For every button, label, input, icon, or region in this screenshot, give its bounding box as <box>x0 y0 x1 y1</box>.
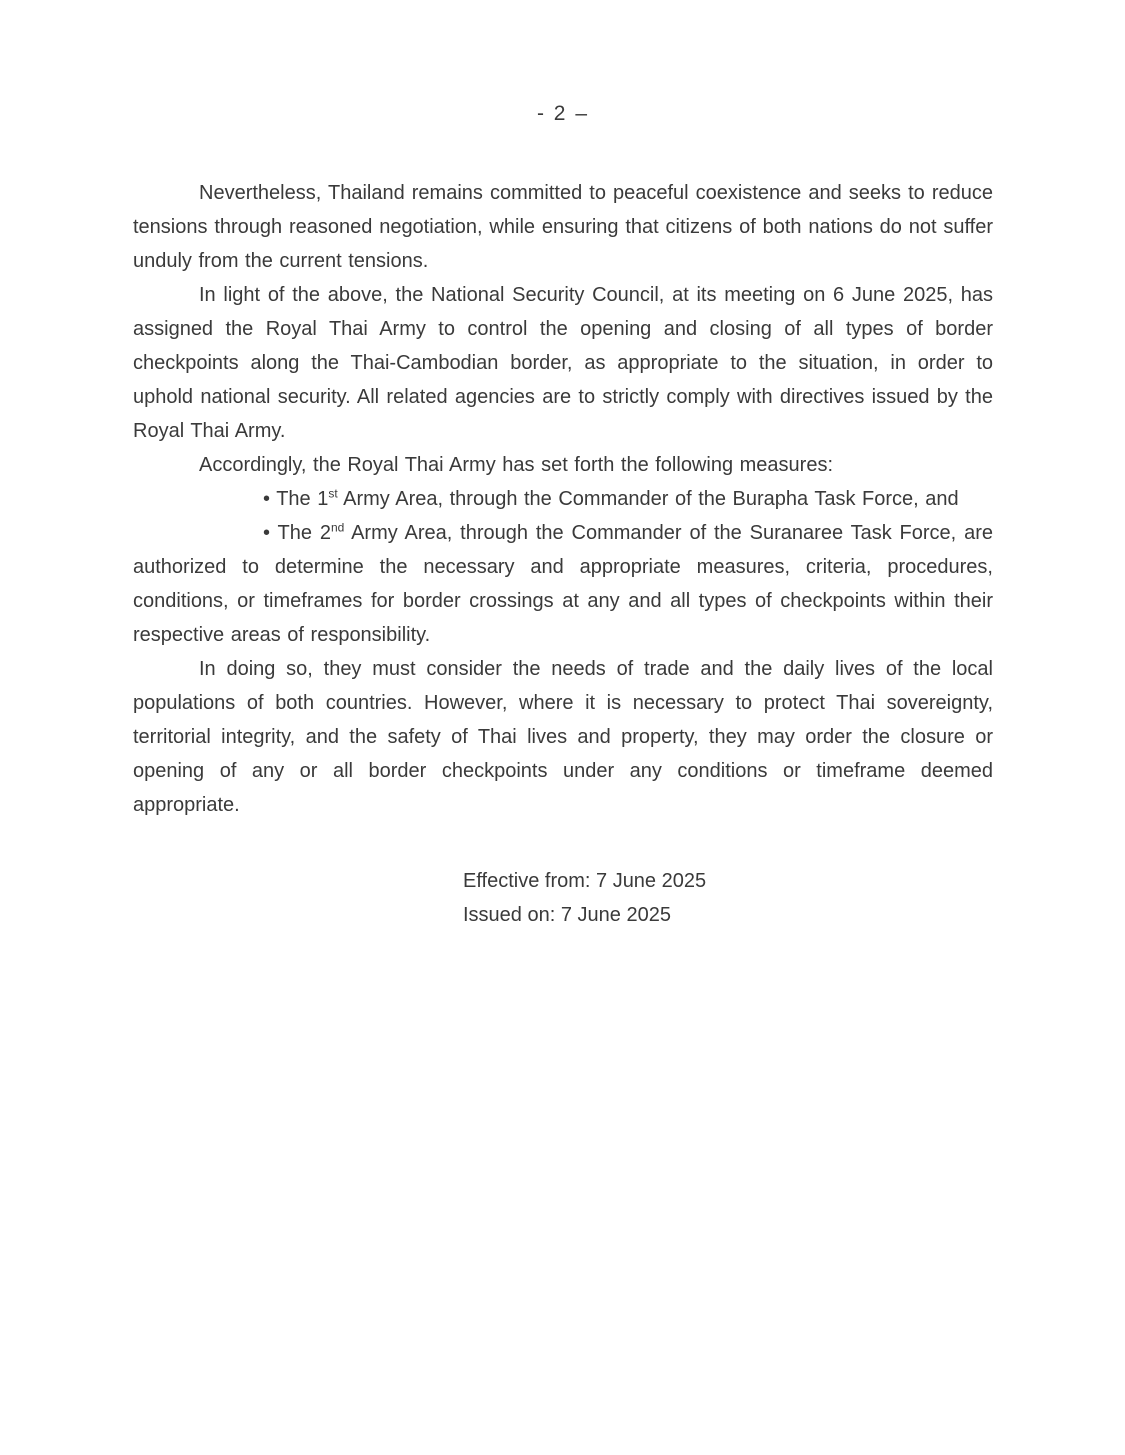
bullet-first-army-area <box>133 482 993 516</box>
paragraph-trade-considerations: In doing so, they must consider the needs of trade and the daily lives of the local populations of both countries. However, where it is necessary to protect Thai sovereignty, territorial integrity, and the safety of Thai lives and property, they may order the closure or opening of any or all border checkpoints under any conditions or timeframe deemed appropriate. <box>133 658 993 816</box>
effective-from-line: Effective from: 7 June 2025 <box>463 870 707 892</box>
document-body <box>133 176 993 822</box>
page-number: - 2 – <box>536 102 590 125</box>
ordinal-superscript: st <box>328 486 338 501</box>
issued-on-line: Issued on: 7 June 2025 <box>463 904 671 926</box>
paragraph-nsc-decision: In light of the above, the National Security Council, at its meeting on 6 June 2025, has assigned the Royal Thai Army to control the opening and closing of all types of border checkpoints along the Thai-Cambodian border, as appropriate to the situation, in order to uphold national security. All related agencies are to strictly comply with directives issued by the Royal Thai Army. <box>133 284 993 442</box>
ordinal-superscript: nd <box>330 520 345 535</box>
bullet-text-post: Army Area, through the Commander of the Burapha Task Force, and <box>337 488 959 510</box>
bullet-second-army-area <box>133 516 993 652</box>
bullet-continuation-text: are authorized to determine the necessary and appropriate measures, criteria, procedures, conditions, or timeframes for border crossings at any and all types of checkpoints within their respective areas of responsibility. <box>133 522 994 646</box>
bullet-text-post: Army Area, through the Commander of the Suranaree Task Force, <box>344 522 965 544</box>
bullet-text-pre: • The 2 <box>263 522 331 544</box>
bullet-text-pre: • The 1 <box>263 488 329 510</box>
paragraph-measures-intro: Accordingly, the Royal Thai Army has set forth the following measures: <box>199 454 833 476</box>
paragraph-peaceful-coexistence: Nevertheless, Thailand remains committed to peaceful coexistence and seeks to reduce tensions through reasoned negotiation, while ensuring that citizens of both nations do not suffer unduly from the current tensions. <box>133 182 993 272</box>
effective-issued-block <box>463 864 993 932</box>
